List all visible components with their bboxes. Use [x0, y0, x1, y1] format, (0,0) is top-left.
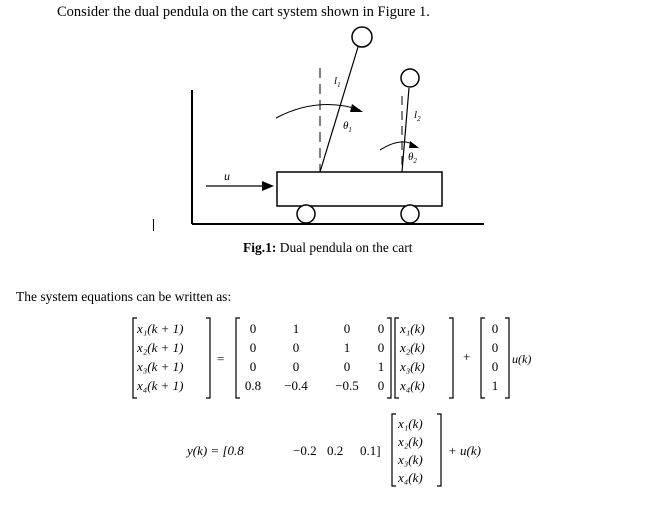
figure-caption: [243, 240, 412, 256]
label-l2: $l_2$: [414, 109, 421, 123]
b-bracket-right: [505, 318, 509, 398]
x-4: x₄(k): [400, 378, 425, 393]
x-1: x₁(k): [400, 321, 425, 336]
a-bracket-right: [387, 318, 391, 398]
a-13: 0: [343, 321, 351, 336]
a-24: 0: [377, 340, 385, 355]
y-x-2: x₂(k): [398, 434, 423, 449]
b-bracket-left: [481, 318, 485, 398]
problem-intro: Consider the dual pendula on the cart system shown in Figure 1.: [57, 4, 430, 20]
a-41: 0.8: [244, 378, 262, 393]
pendulum1-angle-arrowhead: [350, 104, 363, 112]
lhs-1: x₁(k + 1): [137, 321, 184, 336]
x-bracket-right: [449, 318, 453, 398]
a-14: 0: [377, 321, 385, 336]
a-bracket-left: [236, 318, 240, 398]
system-equations: [0, 312, 654, 508]
label-l1: $l_1$: [334, 75, 341, 89]
a-34: 1: [377, 359, 385, 374]
a-42: −0.4: [284, 378, 308, 393]
a-43: −0.5: [335, 378, 359, 393]
b-4: 1: [491, 378, 499, 393]
input-u: u(k): [512, 352, 532, 366]
a-33: 0: [343, 359, 351, 374]
lhs-3: x₃(k + 1): [137, 359, 184, 374]
label-theta2: $\theta_2$: [408, 151, 417, 165]
pendulum2-bob: [401, 69, 419, 87]
equations-intro: The system equations can be written as:: [16, 289, 232, 304]
a-22: 0: [292, 340, 300, 355]
a-31: 0: [249, 359, 257, 374]
pendulum1-angle-arc: [276, 105, 360, 118]
a-32: 0: [292, 359, 300, 374]
y-x-4: x₄(k): [398, 470, 423, 485]
a-21: 0: [249, 340, 257, 355]
a-23: 1: [343, 340, 351, 355]
caption-bold: Fig.1:: [243, 240, 277, 255]
y-x-3: x₃(k): [398, 452, 423, 467]
output-lhs: y(k) = [0.8: [187, 443, 244, 458]
b-1: 0: [491, 321, 499, 336]
pendulum1-bob: [352, 27, 372, 47]
a-44: 0: [377, 378, 385, 393]
caption-text: Dual pendula on the cart: [276, 240, 413, 255]
c-2: −0.2: [293, 443, 317, 458]
lhs-2: x₂(k + 1): [137, 340, 184, 355]
cart-wheel-left: [297, 205, 315, 223]
c-4: 0.1]: [360, 443, 381, 458]
cart-pendulum-figure: [186, 24, 486, 234]
force-label: u: [224, 169, 230, 183]
a-12: 1: [292, 321, 300, 336]
equals-sign: =: [217, 351, 225, 366]
cart-body: [277, 172, 442, 206]
text-cursor: [153, 219, 154, 231]
cart-wheel-right: [401, 205, 419, 223]
lhs-4: x₄(k + 1): [137, 378, 184, 393]
label-theta1: $\theta_1$: [343, 120, 352, 134]
b-2: 0: [491, 340, 499, 355]
x-bracket-left: [395, 318, 399, 398]
y-x-bracket-right: [437, 414, 441, 486]
x-2: x₂(k): [400, 340, 425, 355]
force-arrow-head: [262, 181, 274, 191]
b-3: 0: [491, 359, 499, 374]
a-11: 0: [249, 321, 257, 336]
output-tail: + u(k): [448, 443, 481, 458]
y-x-bracket-left: [392, 414, 396, 486]
y-x-1: x₁(k): [398, 416, 423, 431]
pendulum2-angle-arrowhead: [409, 141, 419, 148]
c-3: 0.2: [327, 443, 344, 458]
lhs-bracket-right: [206, 318, 210, 398]
x-3: x₃(k): [400, 359, 425, 374]
plus-sign: +: [463, 349, 471, 364]
